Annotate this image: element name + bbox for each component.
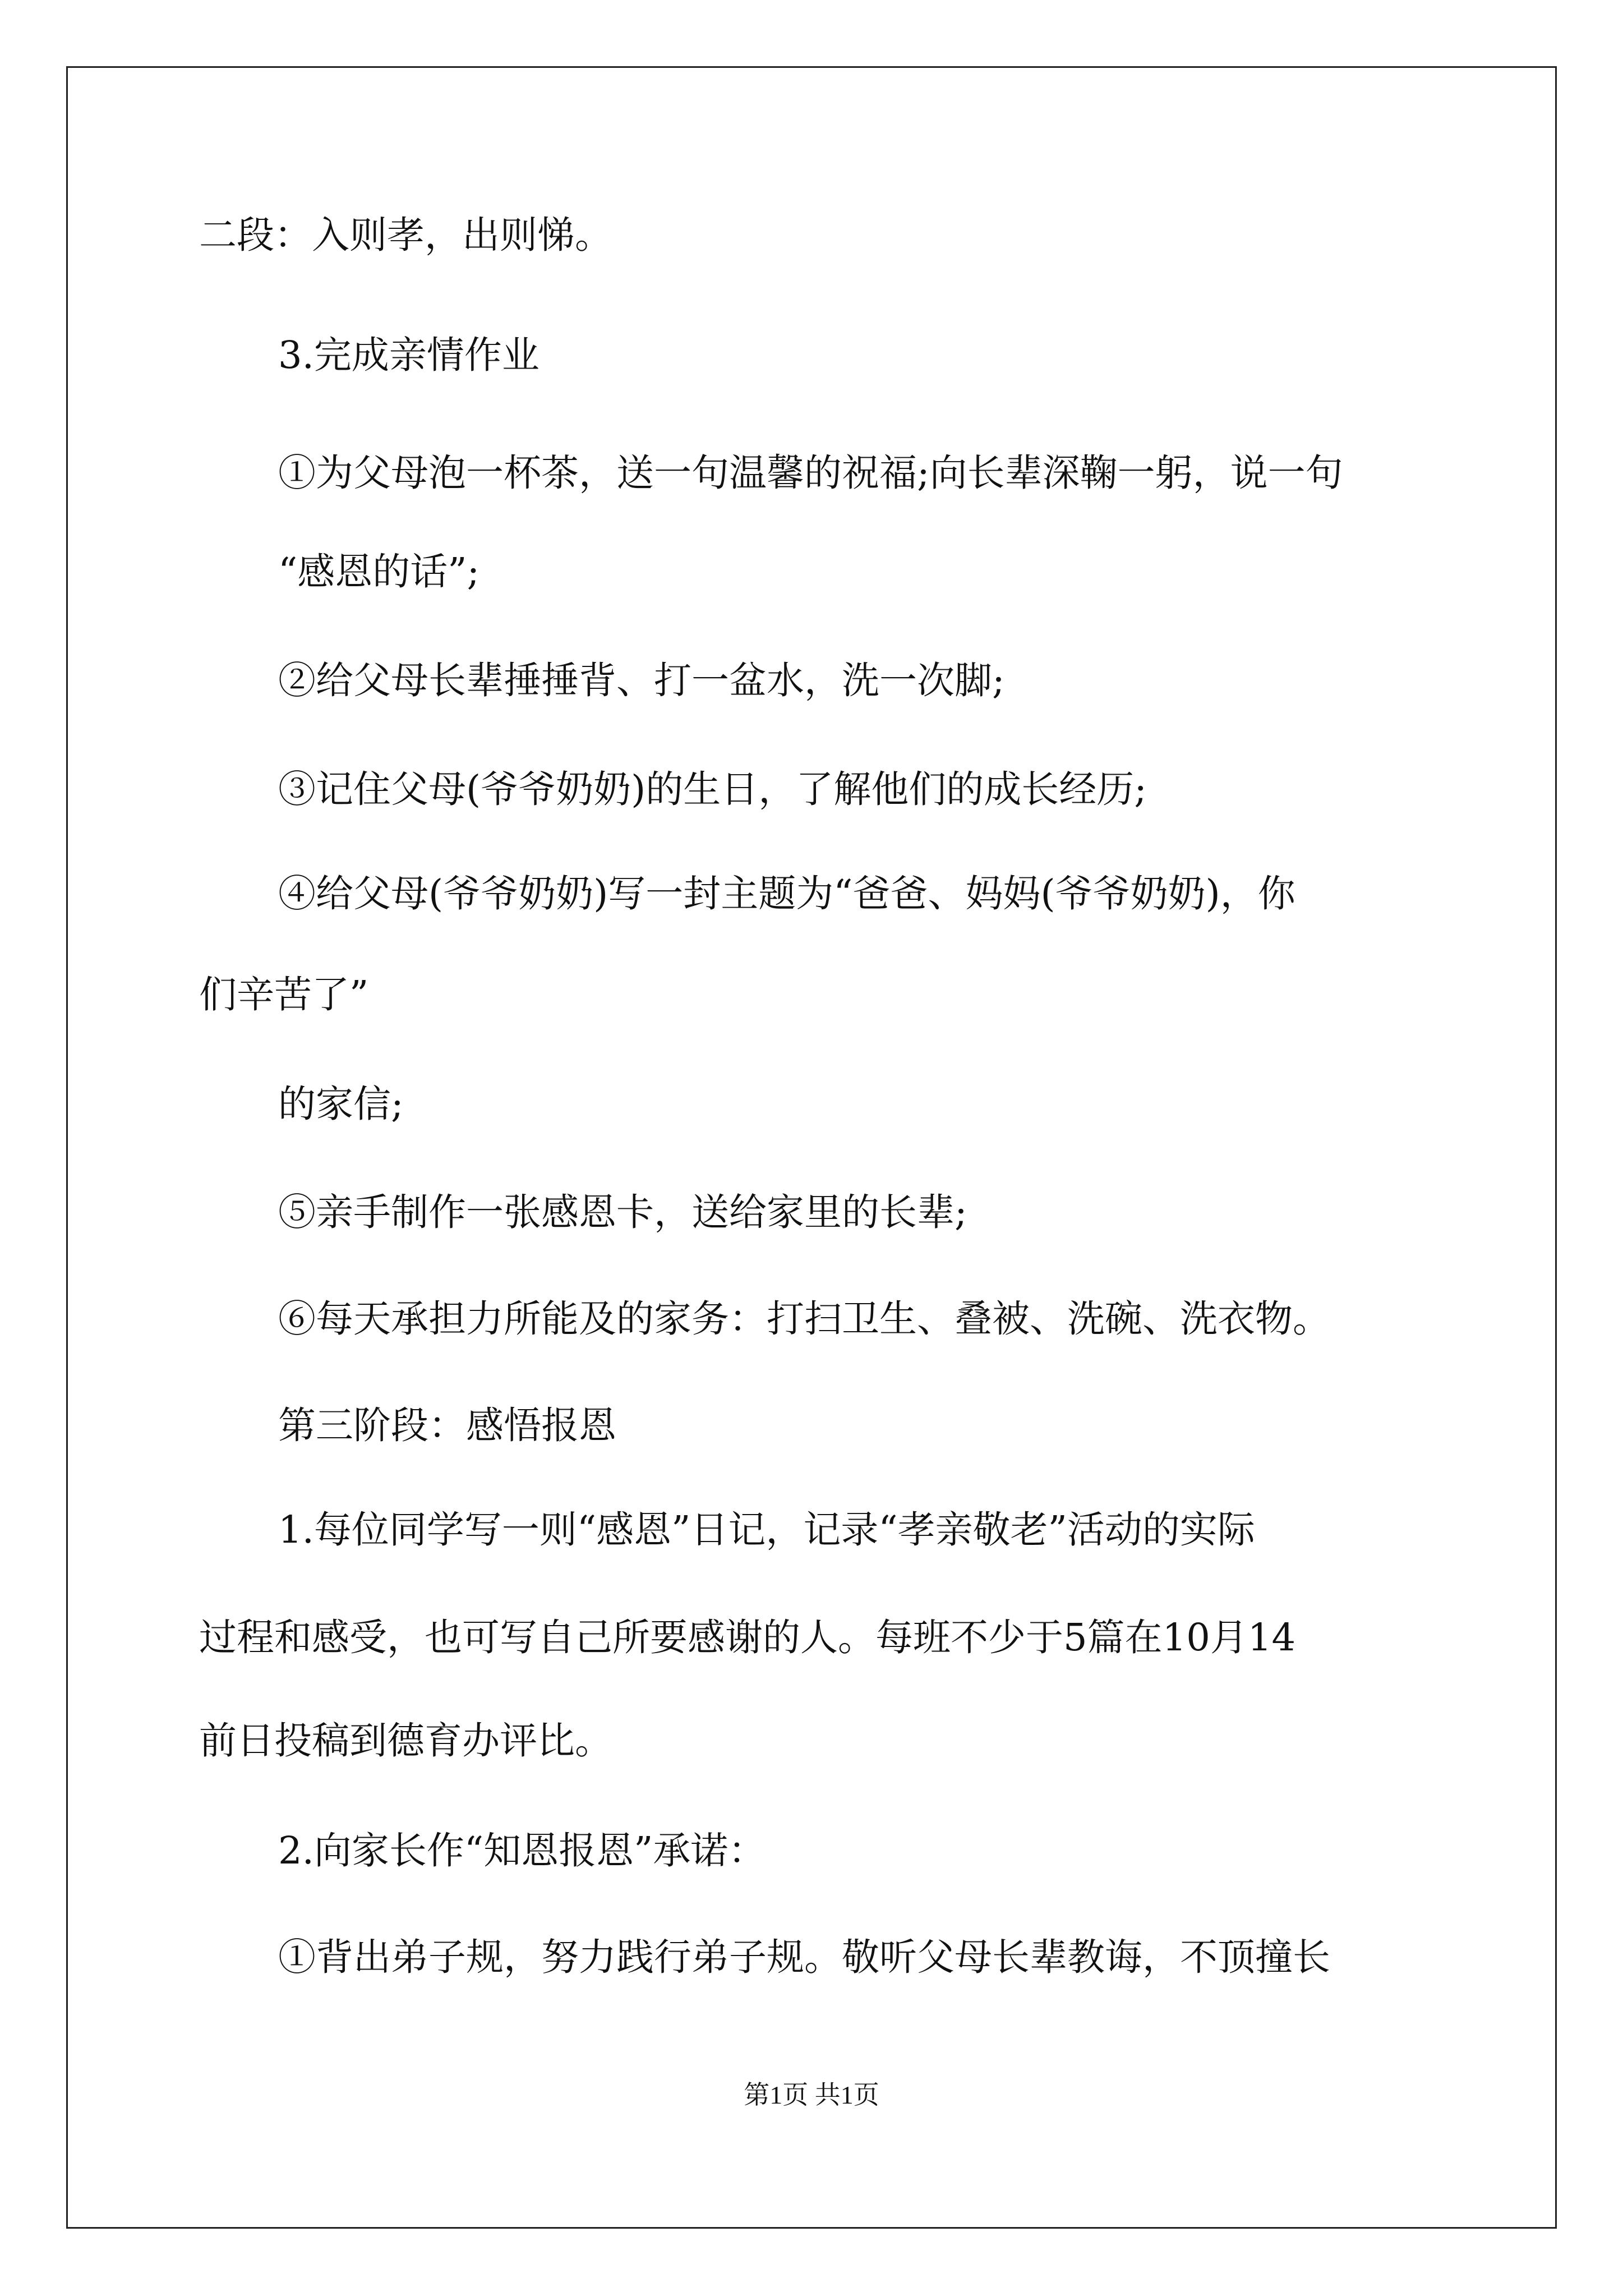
text-line: 第三阶段：感悟报恩 (278, 1404, 616, 1447)
text-line: 前日投稿到德育办评比。 (199, 1719, 612, 1763)
text-line: 2.向家长作“知恩报恩”承诺： (278, 1829, 766, 1872)
page-border (66, 66, 1557, 2229)
text-line: ④给父母(爷爷奶奶)写一封主题为“爸爸、妈妈(爷爷奶奶)，你 (278, 872, 1295, 915)
text-line: 二段：入则孝，出则悌。 (199, 213, 612, 257)
text-line: 的家信; (278, 1082, 404, 1126)
text-line: 1.每位同学写一则“感恩”日记，记录“孝亲敬老”活动的实际 (278, 1508, 1255, 1552)
text-line: 3.完成亲情作业 (278, 333, 540, 377)
text-line: ②给父母长辈捶捶背、打一盆水，洗一次脚; (278, 659, 1005, 702)
text-line: 过程和感受，也可写自己所要感谢的人。每班不少于5篇在10月14 (199, 1616, 1296, 1659)
text-line: ①为父母泡一杯茶，送一句温馨的祝福;向长辈深鞠一躬，说一句 (278, 451, 1343, 495)
text-line: ③记住父母(爷爷奶奶)的生日，了解他们的成长经历; (278, 767, 1147, 811)
text-line: 们辛苦了” (199, 973, 369, 1016)
text-line: ⑤亲手制作一张感恩卡，送给家里的长辈; (278, 1190, 967, 1234)
page-footer: 第1页 共1页 (744, 2081, 879, 2109)
text-line: ①背出弟子规，努力践行弟子规。敬听父母长辈教诲，不顶撞长 (278, 1935, 1330, 1979)
text-line: “感恩的话”; (278, 550, 480, 593)
text-line: ⑥每天承担力所能及的家务：打扫卫生、叠被、洗碗、洗衣物。 (278, 1297, 1330, 1341)
